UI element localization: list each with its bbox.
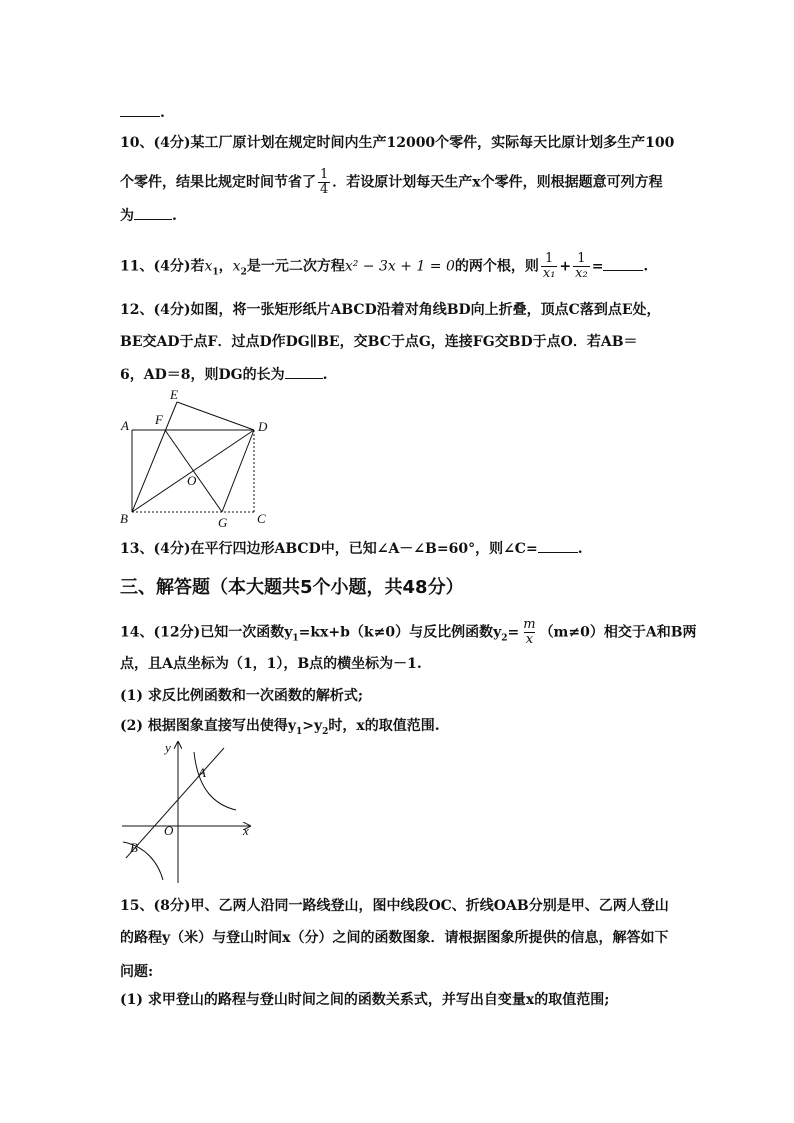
q12-line3: 6，AD＝8，则DG的长为 . — [120, 364, 327, 385]
q11-fraction-b: $\frac{1}{\text{x₂}}$ — [575, 251, 588, 281]
q12-segment-be — [132, 402, 177, 512]
q12-label-d: D — [258, 419, 268, 434]
q12-answer-blank — [285, 364, 323, 379]
q14-label-a: A — [198, 765, 206, 780]
q12-segment-dg — [222, 430, 254, 512]
q14-fraction: $\frac{m}{x}$ — [523, 617, 536, 647]
q12-label-g: G — [218, 515, 228, 530]
q9-tail: . — [120, 102, 165, 123]
q14-label-x: x — [243, 823, 249, 838]
q10-line3: 为 . — [120, 205, 177, 226]
q12-label-e: E — [170, 387, 178, 402]
q12-label-f: F — [155, 412, 163, 427]
q15-part1: (1) 求甲登山的路程与登山时间之间的函数关系式，并写出自变量x的取值范围; — [120, 992, 610, 1008]
q12-label-b: B — [120, 511, 128, 526]
q14-linear-function — [126, 748, 224, 858]
q14-label-b: B — [130, 840, 138, 855]
q14-label-o: O — [164, 823, 174, 838]
q12-label-o: O — [187, 473, 197, 488]
q12-label-a: A — [121, 418, 129, 433]
q14-part1: (1) 求反比例函数和一次函数的解析式; — [120, 688, 364, 704]
q11-equation: x² − 3x + 1 = 0 — [344, 258, 455, 275]
q12-segment-ed — [177, 402, 254, 430]
q14-line2: 点，且A点坐标为（1，1），B点的横坐标为－1. — [120, 656, 422, 672]
q10-line2: 个零件，结果比规定时间节省了 $\frac{1}{4}$ ．若设原计划每天生产x个零件，则根据题意可列方程 — [120, 167, 663, 197]
q13-answer-blank — [538, 538, 578, 553]
q14-line1: 14、(12分)已知一次函数$y_1=kx+b(k\ne 0)$与反比例函数$y_2=$ $\frac{m}{x}$ （m≠0）相交于A和B两 — [120, 617, 697, 647]
q15-line1: 15、(8分)甲、乙两人沿同一路线登山，图中线段OC、折线OAB分别是甲、乙两人登山 — [120, 898, 669, 914]
q9-answer-blank — [120, 102, 160, 117]
q10-answer-blank — [134, 205, 172, 220]
q11-fraction-a: $\frac{1}{\text{x₁}}$ — [542, 251, 556, 281]
q12-segment-fg — [165, 430, 222, 512]
q14-label-y: y — [165, 740, 171, 755]
q14-part2: (2) 根据图象直接写出使得$y_1>y_2$时，x的取值范围. — [120, 718, 440, 737]
q14-hyperbola-branch-1 — [194, 752, 236, 810]
q15-line2: 的路程y（米）与登山时间x（分）之间的函数图象．请根据图象所提供的信息，解答如下 — [120, 930, 669, 946]
q12-line2: BE交AD于点F．过点D作DG∥BE，交BC于点G，连接FG交BD于点O．若AB＝ — [120, 334, 638, 350]
q13-line: 13、(4分)在平行四边形ABCD中，已知∠A－∠B=60°，则∠C= . — [120, 538, 583, 559]
q14-hyperbola-branch-2 — [123, 842, 163, 880]
section-heading: 三、解答题（本大题共5个小题，共48分） — [120, 577, 464, 598]
q15-line3: 问题: — [120, 964, 154, 980]
q12-segment-bd — [132, 430, 254, 512]
q10-fraction: $\frac{1}{4}$ — [320, 167, 329, 197]
q12-label-c: C — [257, 511, 266, 526]
q11-answer-blank — [603, 256, 643, 271]
q12-line1: 12、(4分)如图，将一张矩形纸片ABCD沿着对角线BD向上折叠，顶点C落到点E处， — [120, 302, 661, 318]
q11-line: 11、(4分)若$x_1$，$x_2$是一元二次方程x² − 3x + 1 = 0的两个根，则 $\frac{1}{\text{x₁}}$ + $\frac{1}{\text{x₂}}$ = . — [120, 251, 649, 281]
q10-line1: 10、(4分)某工厂原计划在规定时间内生产12000个零件，实际每天比原计划多生产100 — [120, 135, 675, 151]
